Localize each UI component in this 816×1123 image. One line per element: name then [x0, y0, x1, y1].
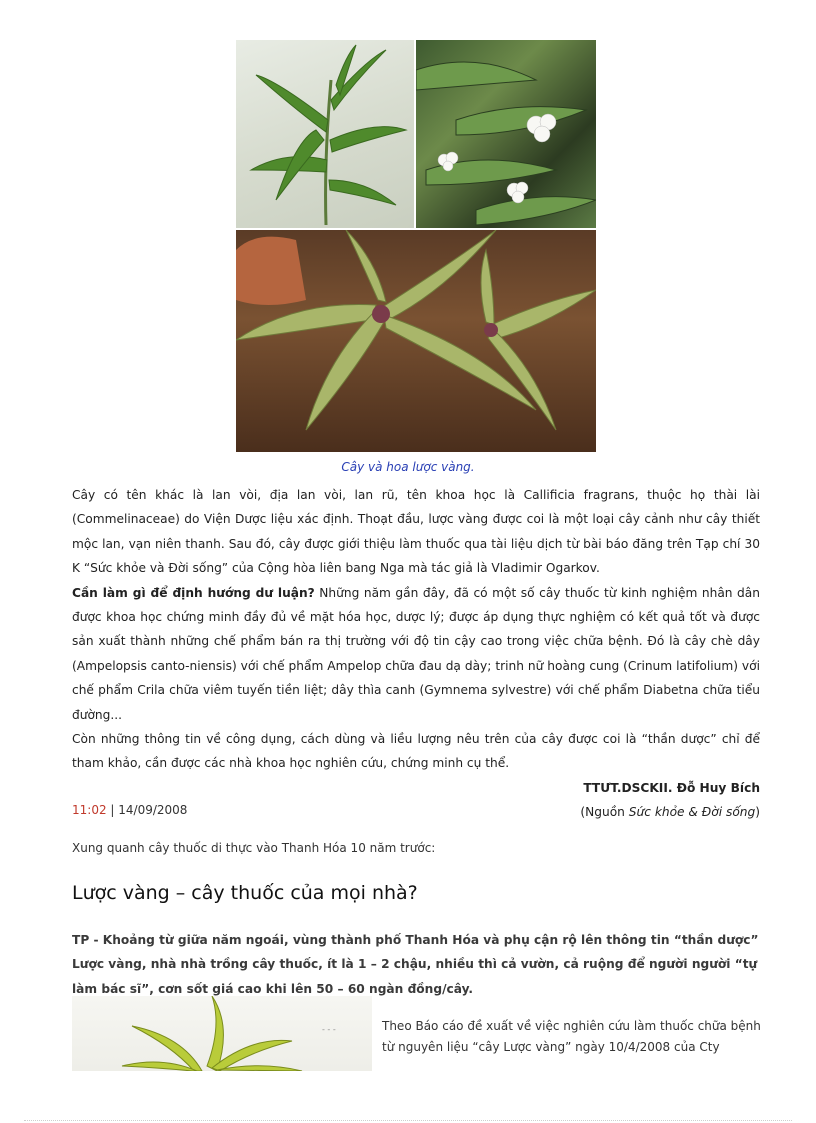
- side-text: Theo Báo cáo đề xuất về việc nghiên cứu làm thuốc chữa bệnh từ nguyên liệu “cây Lược vàng” ngày 10/4/2008 của Cty: [382, 1019, 761, 1054]
- plant-photo-rosette: [236, 230, 596, 452]
- source-name: Sức khỏe & Đời sống: [628, 805, 756, 820]
- meta-separator: |: [106, 803, 119, 817]
- page-divider: [24, 1120, 792, 1121]
- figure-caption: Cây và hoa lược vàng.: [341, 460, 475, 474]
- svg-text:- - -: - - -: [322, 1025, 336, 1034]
- post-date: 14/09/2008: [118, 803, 188, 817]
- plant-photo-flowers: [416, 40, 596, 228]
- article-lead: TP - Khoảng từ giữa năm ngoái, vùng thành phố Thanh Hóa và phụ cận rộ lên thông tin “thần dược” Lược vàng, nhà nhà trồng cây thuốc, ít là 1 – 2 chậu, nhiều thì cả vườn, cả ruộng để người người “tự làm bác sĩ”, cơn sốt giá cao khi lên 50 – 60 ngàn đồng/cây.: [72, 933, 759, 996]
- source-prefix: (Nguồn: [580, 805, 629, 820]
- intro-line: Xung quanh cây thuốc di thực vào Thanh Hóa 10 năm trước:: [72, 841, 436, 855]
- author-signature: TTƯT.DSCKII. Đỗ Huy Bích: [583, 780, 760, 795]
- post-time: 11:02: [72, 803, 107, 817]
- paragraph-2: [72, 581, 760, 727]
- article-body: [72, 483, 760, 825]
- article-headline[interactable]: Lược vàng – cây thuốc của mọi nhà?: [72, 882, 418, 904]
- plant-photo-collage: [236, 40, 596, 452]
- post-meta: [72, 803, 187, 817]
- source-suffix: ): [755, 805, 760, 820]
- plant-thumbnail: [72, 996, 372, 1071]
- plant-photo-hanging: [236, 40, 414, 228]
- paragraph-2-lead: Cần làm gì để định hướng dư luận?: [72, 585, 315, 600]
- paragraph-3: Còn những thông tin về công dụng, cách dùng và liều lượng nêu trên của cây được coi là “thần dược” chỉ để tham khảo, cần được các nhà khoa học nghiên cứu, chứng minh cụ thể.: [72, 732, 760, 771]
- paragraph-1: Cây có tên khác là lan vòi, địa lan vòi, lan rũ, tên khoa học là Callificia fragrans, thuộc họ thài lài (Commelinaceae) do Viện Dược liệu xác định. Thoạt đầu, lược vàng được coi là một loại cây cảnh như cây thiết mộc lan, vạn niên thanh. Sau đó, cây được giới thiệu làm thuốc qua tài liệu dịch từ bài báo đăng trên Tạp chí 30 K “Sức khỏe và Đời sống” của Cộng hòa liên bang Nga mà tác giả là Vladimir Ogarkov.: [72, 488, 760, 576]
- paragraph-2-body: Những năm gần đây, đã có một số cây thuốc từ kinh nghiệm nhân dân được khoa học chứng minh đầy đủ về mặt hóa học, dược lý; được áp dụng thực nghiệm có kết quả tốt và được sản xuất thành những chế phẩm bán ra thị trường với độ tin cậy cao trong việc chữa bệnh. Đó là cây chè dây (Ampelopsis canto-niensis) với chế phẩm Ampelop chữa đau dạ dày; trinh nữ hoàng cung (Crinum latifolium) với chế phẩm Crila chữa viêm tuyến tiền liệt; dây thìa canh (Gymnema sylvestre) với chế phẩm Diabetna chữa tiểu đường...: [72, 585, 760, 722]
